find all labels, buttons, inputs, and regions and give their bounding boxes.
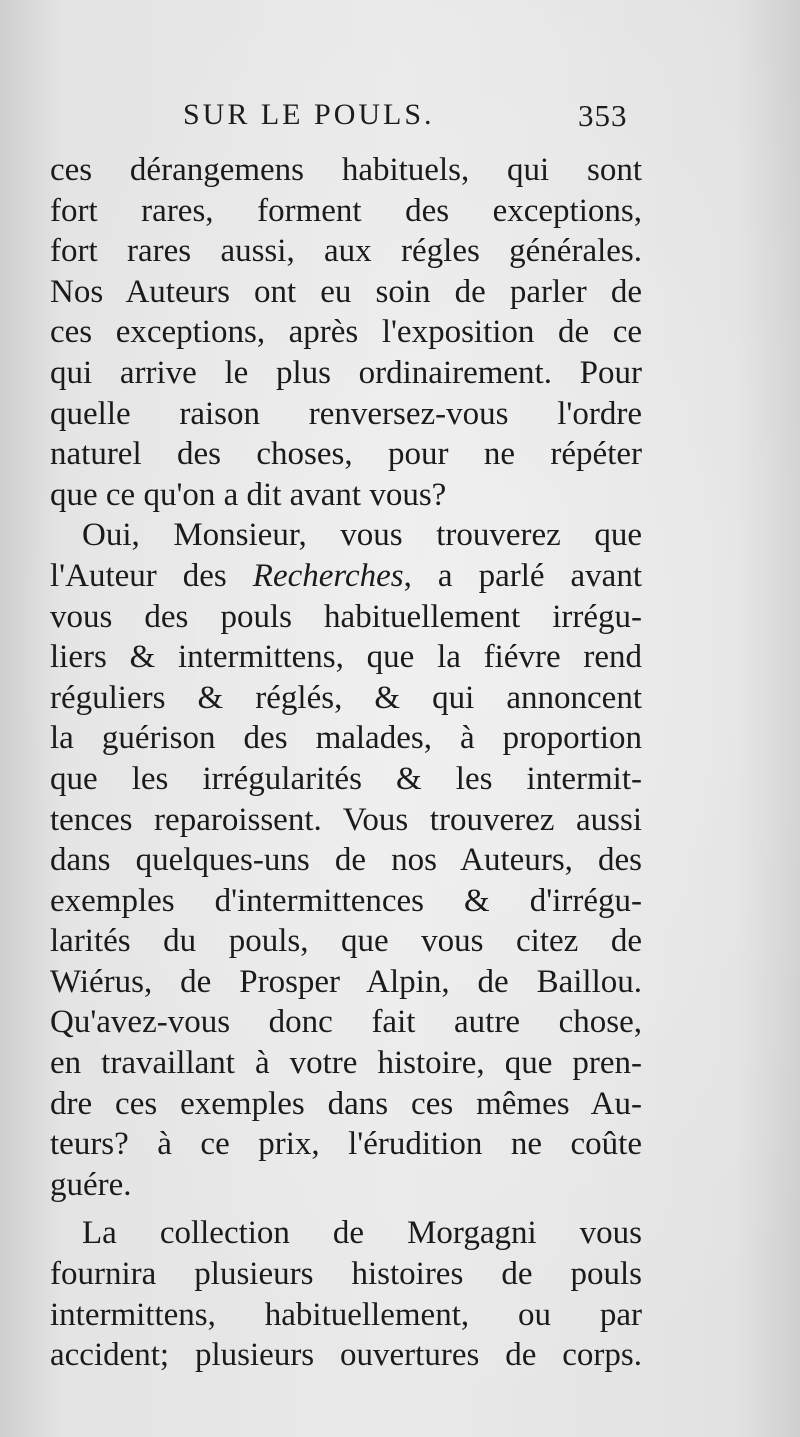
running-head: SUR LE POULS.: [183, 98, 435, 131]
text-line: quelle raison renversez-vous l'ordre: [50, 395, 642, 432]
text-line: naturel des choses, pour ne répéter: [50, 436, 642, 473]
text-line: tences reparoissent. Vous trouverez aussi: [50, 801, 642, 838]
text-line: que les irrégularités & les intermit-: [50, 760, 642, 797]
text-line: fournira plusieurs histoires de pouls: [50, 1256, 642, 1293]
page-number: 353: [578, 98, 628, 133]
paragraph-2: [50, 515, 642, 1205]
text-line: Oui, Monsieur, vous trouverez que: [82, 517, 642, 554]
line-segment: l'Auteur des: [50, 557, 253, 594]
text-line: dre ces exemples dans ces mêmes Au-: [50, 1085, 642, 1122]
text-line: fort rares aussi, aux régles générales.: [50, 233, 642, 270]
text-line: guére.: [50, 1166, 132, 1203]
text-line: Qu'avez-vous donc fait autre chose,: [50, 1004, 642, 1041]
text-line: exemples d'intermittences & d'irrégu-: [50, 882, 642, 919]
body-text: [50, 150, 642, 1376]
text-line: Nos Auteurs ont eu soin de parler de: [50, 273, 642, 310]
text-line: que ce qu'on a dit avant vous?: [50, 476, 447, 513]
text-line: teurs? à ce prix, l'érudition ne coûte: [50, 1126, 642, 1163]
text-line: réguliers & réglés, & qui annoncent: [50, 679, 642, 716]
text-line: qui arrive le plus ordinairement. Pour: [50, 354, 642, 391]
paragraph-3: [50, 1213, 642, 1375]
text-line-with-italic: [50, 556, 642, 597]
text-line: la guérison des malades, à proportion: [50, 720, 642, 757]
text-line: ces dérangemens habituels, qui sont: [50, 152, 642, 188]
text-line: fort rares, forment des exceptions,: [50, 192, 642, 229]
text-line: liers & intermittens, que la fiévre rend: [50, 639, 642, 676]
text-line: La collection de Morgagni vous: [82, 1215, 642, 1252]
line-segment: , a parlé avant: [403, 557, 642, 594]
text-line: accident; plusieurs ouvertures de corps.: [50, 1337, 642, 1374]
text-line: Wiérus, de Prosper Alpin, de Baillou.: [50, 963, 642, 1000]
text-line: ces exceptions, après l'exposition de ce: [50, 314, 642, 351]
text-line: larités du pouls, que vous citez de: [50, 923, 642, 960]
text-line: vous des pouls habituellement irrégu-: [50, 598, 642, 635]
text-line: intermittens, habituellement, ou par: [50, 1296, 642, 1333]
paragraph-1: [50, 150, 642, 515]
text-line: en travaillant à votre histoire, que pren-: [50, 1045, 642, 1082]
page-header: [0, 98, 800, 138]
text-line: dans quelques-uns de nos Auteurs, des: [50, 842, 642, 879]
italic-title: Recherches: [252, 557, 404, 594]
